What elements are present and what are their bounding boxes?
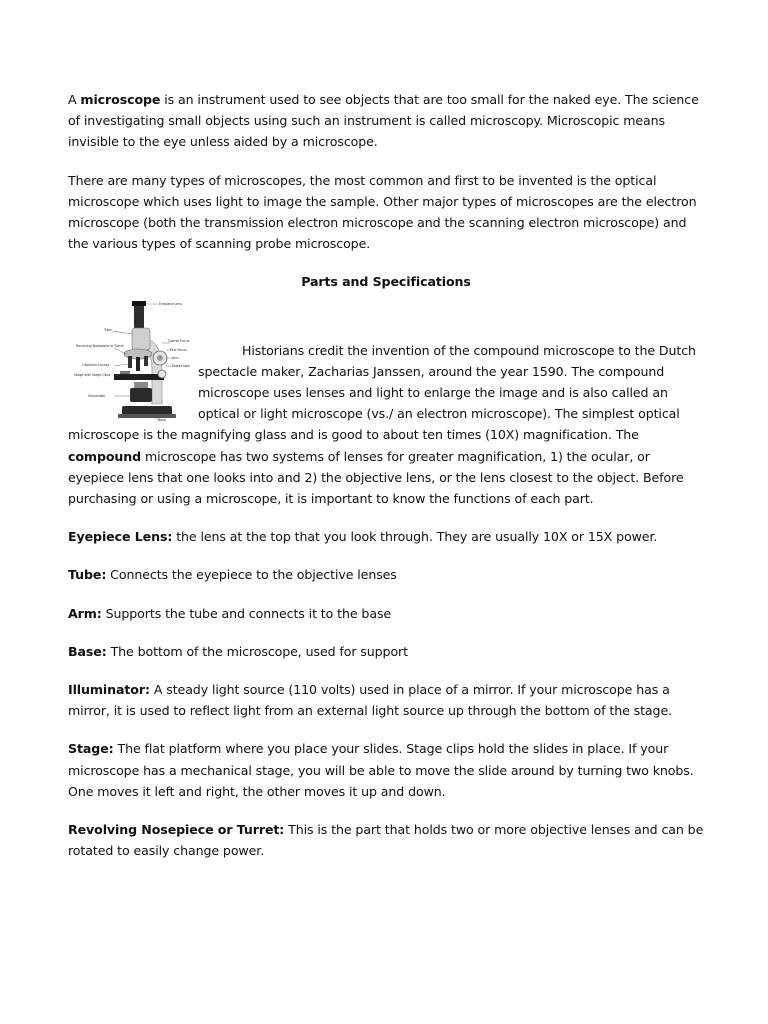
label-stage: Stage with Stage Clips [74,372,110,377]
microscope-image [74,298,192,422]
label-fine-focus: Fine Focus [170,347,187,352]
part-stage [68,738,704,802]
part-tube [68,564,704,585]
intro-pre: A [68,92,81,107]
part-base [68,641,704,662]
part-term: Base: [68,643,107,659]
part-arm [68,603,704,624]
part-desc: Connects the eyepiece to the objective lenses [106,567,397,583]
part-term: Arm: [68,605,102,621]
part-term: Tube: [68,567,107,583]
label-illuminator: Illuminator [88,393,106,398]
part-term: Illuminator: [68,682,150,698]
part-desc: A steady light source (110 volts) used in place of a mirror. If your microscope has a mirror, it is used to reflect light from an external light source up through the bottom of the stage. [68,682,672,719]
history-part1: Historians credit the invention of the compound microscope to the Dutch spectacle maker, Zacharias Janssen, around the year 1590. The compound microscope uses lenses and light to enlarge the image and is also called an optical or light microscope (vs./ an electron microscope). The simplest optical microscope is the magnifying glass and is good to about ten times (10X) magnification. The [68,342,696,443]
part-desc: Supports the tube and connects it to the base [101,605,392,621]
label-diaphragm: Diaphragm [172,363,190,368]
label-base: Base [158,417,166,422]
label-tube: Tube [104,327,112,332]
part-desc: This is the part that holds two or more objective lenses and can be rotated to easily change power. [68,822,704,859]
document-page [68,89,704,878]
part-nosepiece [68,819,704,861]
part-desc: the lens at the top that you look through. They are usually 10X or 15X power. [172,529,658,545]
part-term: Stage: [68,741,114,757]
intro-rest: is an instrument used to see objects that are too small for the naked eye. The science of investigating small objects using such an instrument is called microscopy. Microscopic means invisible to the eye unless aided by a microscope. [68,92,699,150]
history-term: compound [68,448,142,464]
part-eyepiece [68,526,704,547]
section-heading: Parts and Specifications [301,274,471,290]
part-term: Eyepiece Lens: [68,529,173,545]
part-illuminator [68,679,704,721]
intro-term: microscope [80,92,161,107]
intro-paragraph [68,89,704,153]
part-desc: The bottom of the microscope, used for support [106,643,408,659]
label-arm: Arm [172,355,179,360]
part-term: Revolving Nosepiece or Turret: [68,822,285,838]
label-eyepiece: Eyepiece Lens [159,301,182,306]
types-paragraph: There are many types of microscopes, the most common and first to be invented is the optical microscope which uses light to image the sample. Other major types of microscopes are the electron microscope (both the transmission electron microscope and the scanning electron microscope) and the various types of scanning probe microscope. [68,172,697,252]
label-objectives: Objective Lenses [82,362,110,367]
microscope-diagram [74,298,192,422]
part-desc: The flat platform where you place your slides. Stage clips hold the slides in place. If your microscope has a mechanical stage, you will be able to move the slide around by turning two knobs. One moves it left and right, the other moves it up and down. [68,741,694,799]
label-coarse-focus: Coarse Focus [168,338,190,343]
label-nosepiece: Revolving Nosepiece or Turret [76,343,124,348]
history-part2: microscope has two systems of lenses for greater magnification, 1) the ocular, or eyepiece lens that one looks into and 2) the objective lens, or the lens closest to the object. Before purchasing or using a microscope, it is important to know the functions of each part. [68,448,684,507]
